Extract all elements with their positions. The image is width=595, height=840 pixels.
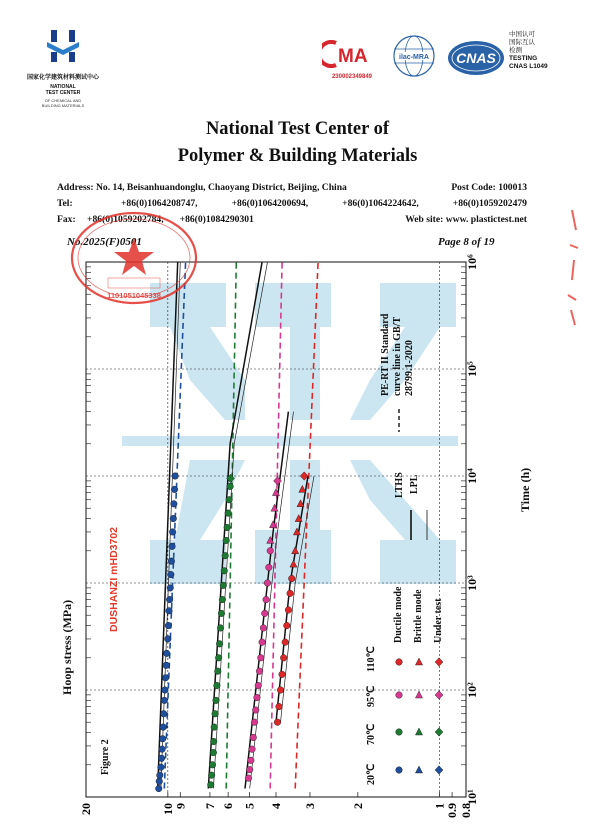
legend-under-test: Under test [433,598,444,643]
fax-label: Fax: [57,214,76,225]
under-test-point [435,728,443,736]
ductile-point [224,524,231,531]
ductile-point [248,757,255,764]
standard-note-line: 28799.1-2020 [404,340,415,396]
ductile-point [396,729,403,736]
y-tick-label: 7 [202,803,217,809]
title-line-1: National Test Center of [205,119,390,139]
cnas-cn-line: 检测 [509,46,522,55]
ductile-point [396,767,403,774]
ductile-point [288,575,295,582]
ductile-point [157,772,164,779]
brittle-point [415,728,422,735]
ductile-point [219,596,226,603]
ductile-point [267,547,274,554]
brittle-point [415,766,422,773]
ductile-point [277,687,284,694]
ductile-point [161,697,168,704]
cma-label: MA [338,46,368,67]
ductile-point [249,746,256,753]
page-edge-seal-mark [562,200,592,330]
standard-note-line: PE-RT II Standard [380,313,391,396]
org-name-cn: 国家化学建筑材料测试中心 [26,74,99,81]
report-number: No.2025(F)0501 [67,236,142,248]
ductile-point [396,659,403,666]
ductile-point [221,568,228,575]
ductile-point [252,707,259,714]
ductile-point [280,654,287,661]
ductile-point [158,764,165,771]
ductile-point [255,682,262,689]
legend-temp-20: 20℃ [366,763,377,785]
y-tick-label: 0.8 [459,803,473,818]
org-en-small-line: OF CHEMICAL AND [44,98,82,103]
ductile-point [207,782,214,789]
ductile-point [222,552,229,559]
y-tick-label: 1 [432,803,447,809]
ductile-point [160,724,167,731]
ductile-point [217,625,224,632]
tel-number: +86(0)1059202479 [452,198,527,209]
ductile-point [256,668,263,675]
x-tick-label: 10⁴ [465,468,479,484]
x-axis-title: Time (h) [518,467,532,512]
ductile-point [257,654,264,661]
cnas-cn-line: 国际互认 [509,38,535,47]
y-tick-label: 9 [173,803,188,809]
legend-ductile: Ductile mode [393,586,404,643]
cnas-en-line: CNAS L1049 [509,62,548,70]
fax-number: +86(0)1059202784, [87,214,164,225]
ductile-point [276,703,283,710]
ductile-point [266,564,273,571]
x-tick-label: 10¹ [465,789,479,805]
y-tick-label: 20 [79,803,93,815]
ductile-point [160,710,167,717]
ductile-point [285,607,292,614]
brittle-point [415,691,422,698]
ductile-point [212,710,219,717]
ductile-point [284,622,291,629]
legend-brittle: Brittle mode [413,589,424,643]
ductile-point [208,772,215,779]
org-en-line: TEST CENTER [45,90,81,96]
page-number: Page 8 of 19 [438,236,495,248]
standard-note-line: curve line in GB/T [392,316,403,396]
x-tick-label: 10³ [465,575,479,591]
ductile-point [396,692,403,699]
tel-label: Tel: [57,198,73,209]
standard-note [380,314,416,396]
org-en-line: NATIONAL [50,84,76,90]
ductile-point [261,610,268,617]
legend-markers [385,650,445,785]
ductile-point [167,585,174,592]
official-seal [64,208,204,308]
under-test-point [435,658,443,666]
brittle-point [415,658,422,665]
ductile-point [168,558,175,565]
ductile-point [211,724,218,731]
ductile-point [287,590,294,597]
lpl-line [161,262,180,789]
ductile-point [220,582,227,589]
legend-temp-95: 95℃ [366,685,377,707]
ductile-point [166,607,173,614]
ductile-point [259,639,266,646]
ductile-point [171,500,178,507]
y-tick-label: 2 [350,803,365,809]
cma-number: 230002349849 [331,74,373,80]
ductile-point [158,755,165,762]
ductile-point [254,694,261,701]
ductile-point [163,650,170,657]
ductile-point [156,778,163,785]
ductile-point [170,515,177,522]
under-test-point [435,766,443,774]
ductile-point [218,610,225,617]
ductile-point [169,529,176,536]
ductile-point [159,746,166,753]
y-tick-label: 10 [160,803,175,815]
ductile-point [169,543,176,550]
lpl-line [250,412,294,789]
ductile-point [214,682,221,689]
y-tick-label: 5 [242,803,257,809]
ductile-point [279,671,286,678]
ductile-point [155,785,162,792]
tel-number: +86(0)1064208747, [120,198,198,209]
title-line-2: Polymer & Building Materials [177,146,418,166]
ductile-point [225,510,232,517]
tel-number: +86(0)1064224642, [342,198,419,209]
ductile-point [172,473,179,480]
seal-number: 1101051045338 [107,291,161,300]
lths-label: LTHS [394,472,405,498]
ductile-point [165,622,172,629]
ductile-point [227,483,234,490]
x-tick-label: 10⁵ [465,361,479,377]
tel-number: +86(0)1064200694, [231,198,309,209]
org-en-small-line: BUILDING MATERIALS [41,103,85,108]
ductile-point [209,761,216,768]
ductile-point [274,719,281,726]
ductile-point [159,735,166,742]
y-tick-label: 3 [302,803,317,809]
legend-temp-70: 70℃ [366,723,377,745]
ductile-point [245,775,252,782]
ductile-point [250,734,257,741]
cnas-en-line: TESTING [509,54,538,62]
cnas-cn-line: 中国认可 [509,30,535,38]
ductile-point [223,537,230,544]
ductile-point [215,654,222,661]
ductile-point [210,738,217,745]
y-tick-label: 0.9 [445,803,460,818]
ductile-point [246,766,253,773]
x-tick-label: 10⁶ [465,254,479,270]
product-name: DUSHANZI mHD3702 [108,526,120,632]
ductile-point [251,719,258,726]
ductile-point [162,687,169,694]
ductile-point [282,639,289,646]
fax-number: +86(0)1084290301 [179,214,254,225]
lpl-label: LPL [409,474,420,494]
y-tick-label: 4 [269,803,283,809]
ductile-point [168,571,175,578]
x-tick-label: 10² [465,682,479,698]
ductile-point [214,668,221,675]
ilac-label: ilac-MRA [399,54,429,61]
figure-label: Figure 2 [100,739,111,775]
ductile-point [165,636,172,643]
post-code: Post Code: 100013 [451,182,527,193]
ductile-point [162,675,169,682]
ductile-point [210,749,217,756]
lpl-line [213,262,267,789]
ductile-point [166,596,173,603]
seal-star-icon [114,238,154,275]
y-tick-label: 6 [221,803,236,809]
ductile-point [260,625,267,632]
y-axis-title: Hoop stress (MPa) [60,599,74,695]
ductile-point [213,697,220,704]
ductile-point [163,662,170,669]
ductile-point [264,580,271,587]
ductile-point [226,496,233,503]
legend-temp-110: 110℃ [366,646,377,672]
ductile-point [216,641,223,648]
ductile-point [171,486,178,493]
website: Web site: www. plastictest.net [405,214,527,225]
cnas-label: CNAS [456,50,496,66]
address-text: Address: No. 14, Beisanhuandonglu, Chaoyang District, Beijing, China [57,182,347,193]
under-test-point [435,691,443,699]
ductile-point [263,596,270,603]
